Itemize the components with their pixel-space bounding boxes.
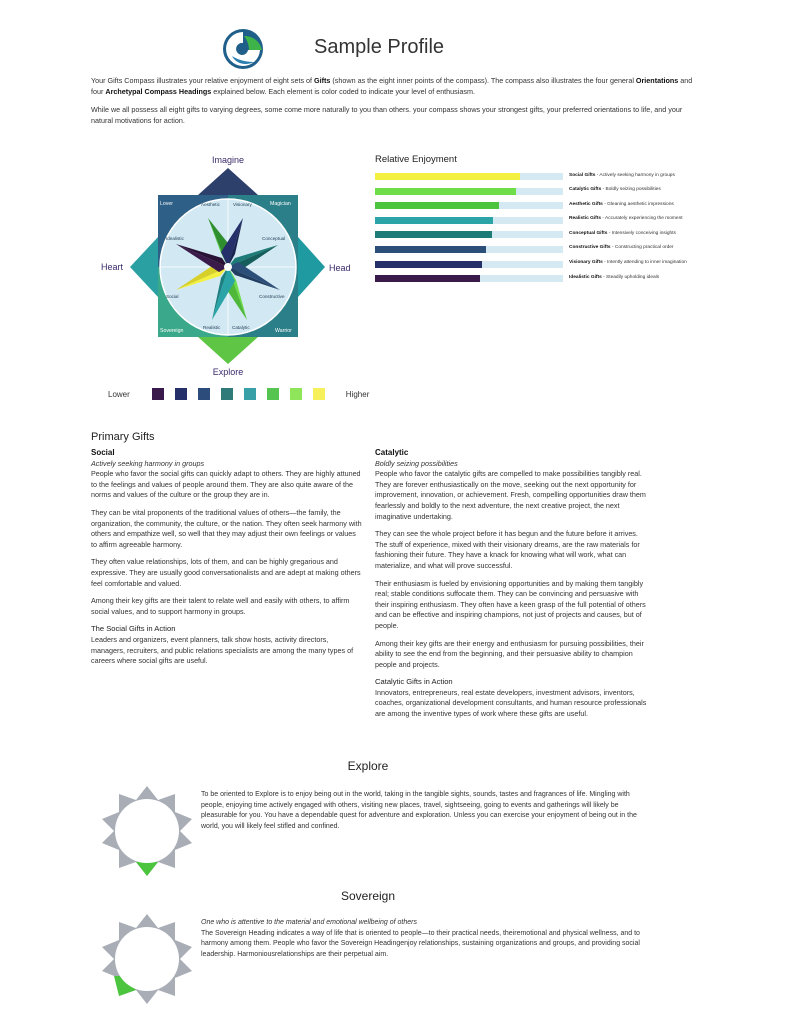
heading-label-warrior: Warrior [275, 328, 292, 334]
catalytic-paragraph-4: Among their key gifts are their energy and enthusiasm for pursuing possibilities, their ability to see the end from the beginning, and their persuasive ability to champion people and projects. [375, 638, 644, 669]
enjoyment-bar-label: Constructive Gifts - Constructing practical order [569, 245, 674, 251]
social-paragraph-3: They often value relationships, lots of them, and can be highly gregarious and expressive. They are usually good conversationalists and are adept at making others feel comfortable and valued. [91, 557, 361, 588]
enjoyment-bar-label: Realistic Gifts - Accurately experiencing the moment [569, 216, 683, 222]
legend-swatch [313, 388, 325, 400]
enjoyment-row [375, 244, 715, 259]
enjoyment-bar-track [375, 246, 563, 253]
sovereign-badge-icon [102, 914, 192, 1004]
orientation-label-head: Head [329, 263, 351, 273]
catalytic-paragraph-1: People who favor the catalytic gifts are compelled to make possibilities tangibly real. They are forever enthusiastically on the move, seeking out the next opportunity for improvement, innovation, or achievement. Fresh, compelling opportunities draw them fearlessly and boldly to the next adventure, the next creative project, the next imaginative undertaking. [375, 469, 646, 521]
gift-label-aesthetic: Aesthetic [201, 202, 220, 207]
sovereign-text [201, 918, 649, 960]
gift-label-realistic: Realistic [203, 325, 221, 330]
catalytic-gift-subtitle: Boldly seizing possibilities [375, 458, 458, 468]
enjoyment-bar-label: Aesthetic Gifts - Gleaning aesthetic impressions [569, 201, 674, 207]
legend-higher-label: Higher [345, 389, 370, 399]
enjoyment-row [375, 200, 715, 215]
enthusiasm-legend [108, 387, 377, 401]
catalytic-gift-title: Catalytic [375, 448, 409, 457]
sovereign-section-title: Sovereign [340, 889, 396, 903]
enjoyment-bar-track [375, 261, 563, 268]
social-paragraph-4: Among their key gifts are their talent to relate well and easily with others, to affirm social values, and to support harmony in groups. [91, 596, 350, 616]
social-gift-column [91, 448, 363, 674]
compass-center-dot [224, 263, 232, 271]
orientation-label-imagine: Imagine [211, 155, 245, 165]
social-gift-title: Social [91, 448, 115, 457]
enjoyment-bar-fill [375, 188, 516, 195]
sovereign-subtitle: One who is attentive to the material and emotional wellbeing of others [201, 919, 417, 926]
enjoyment-bar-fill [375, 261, 482, 268]
heading-label-lover: Lover [160, 201, 173, 207]
social-action-title: The Social Gifts in Action [91, 624, 176, 634]
legend-lower-label: Lower [108, 389, 130, 399]
legend-swatch [198, 388, 210, 400]
legend-swatch [221, 388, 233, 400]
enjoyment-bar-label: Visionary Gifts - Intently attending to inner imagination [569, 260, 687, 266]
gift-label-conceptual: Conceptual [262, 236, 286, 241]
explore-triangle [198, 337, 258, 364]
enjoyment-bar-fill [375, 231, 492, 238]
enjoyment-row [375, 259, 715, 274]
enjoyment-bar-track [375, 202, 563, 209]
heading-label-sovereign: Sovereign [160, 328, 184, 334]
enjoyment-row [375, 273, 715, 288]
page-title: Sample Profile [314, 36, 445, 58]
catalytic-paragraph-3: Their enthusiasm is fueled by envisioning opportunities and by making them tangibly real; stable conditions suffocate them. They can be convincing and persuasive with their inspiring enthusiasm. They often have a keen grasp of the full potential of others and can be effective and inspiring champions, not just of projects and causes, but of people. [375, 578, 646, 630]
enjoyment-bar-label: Conceptual Gifts - Intensively conceiving insights [569, 230, 676, 236]
enjoyment-bar-fill [375, 202, 499, 209]
legend-swatch [175, 388, 187, 400]
catalytic-action-title: Catalytic Gifts in Action [375, 677, 453, 687]
intro-paragraph-1: Your Gifts Compass illustrates your relative enjoyment of eight sets of Gifts (shown as the eight inner points of the compass). The compass also illustrates the four general Orientations and four Archetypal Compass Headings explained below. Each element is color coded to indicate your level of enthusiasm. [91, 76, 693, 96]
orientation-label-heart: Heart [101, 262, 124, 272]
enjoyment-bar-label: Catalytic Gifts - Boldly seizing possibilities [569, 187, 661, 193]
enjoyment-bar-fill [375, 275, 480, 282]
explore-section-title: Explore [347, 759, 389, 773]
enjoyment-bar-fill [375, 246, 486, 253]
enjoyment-bar-fill [375, 173, 520, 180]
social-gift-subtitle: Actively seeking harmony in groups [91, 458, 205, 468]
legend-swatch [244, 388, 256, 400]
enjoyment-bar-label: Social Gifts - Actively seeking harmony in groups [569, 172, 675, 178]
explore-badge-icon [102, 786, 192, 876]
catalytic-paragraph-2: They can see the whole project before it has begun and the future before it arrives. The stuff of experience, mixed with their visionary dreams, are the raw materials for fashioning their future. They have a knack for knowing what will work, what can materialize, and what will prove successful. [375, 529, 640, 570]
explore-paragraph: To be oriented to Explore is to enjoy being out in the world, taking in the tangible sights, sounds, tastes and fragrances of life. Mingling with people, enjoying time actively engaged with others, visiting new places, travel, sightseeing, going to events and gatherings will likely be pleasurable for you. You have a dependable quest for adventure and exploration. Unless you can exercise your enjoyment of being out in the world, you will likely feel stifled and confined. [201, 791, 637, 830]
enjoyment-row [375, 186, 715, 201]
social-paragraph-2: They can be vital proponents of the traditional values of others—the family, the organization, the community, the culture, or the nation. They often seek harmony with others and empathize well, so well that they may adjust their own feelings or values to affirm agreeable harmony. [91, 507, 362, 549]
enjoyment-bar-track [375, 188, 563, 195]
enjoyment-row [375, 215, 715, 230]
enjoyment-bar-label: Idealistic Gifts - Steadily upholding ideals [569, 274, 660, 280]
gifts-compass [90, 148, 360, 413]
social-action-text: Leaders and organizers, event planners, talk show hosts, activity directors, managers, recruiters, and public relations specialists are among the many types of careers where social gifts are useful. [91, 634, 354, 666]
relative-enjoyment-chart [375, 154, 715, 288]
imagine-triangle [198, 168, 258, 195]
legend-swatch [152, 388, 164, 400]
catalytic-gift-column [375, 448, 647, 727]
intro-paragraph-2: While we all possess all eight gifts to varying degrees, some come more naturally to you than others. your compass shows your strongest gifts, your preferred orientations to life, and your natural motivations for action. [91, 105, 683, 125]
enjoyment-bar-fill [375, 217, 493, 224]
gift-label-visionary: Visionary [233, 202, 252, 207]
enjoyment-bar-track [375, 173, 563, 180]
primary-gifts-title: Primary Gifts [91, 431, 155, 443]
gift-label-constructive: Constructive [259, 294, 285, 299]
orientation-label-explore: Explore [212, 367, 244, 377]
heart-triangle [130, 237, 158, 297]
heading-label-magician: Magician [270, 201, 291, 207]
sovereign-paragraph: The Sovereign Heading indicates a way of life that is oriented to people—to their practical needs, theiremotional and physical wellness, and to harmony among them. People who favor the Sovereign Headingenjoy relationships, sustaining organizations and groups, and providing social leadership. Harmoniousrelationships are their perpetual aim. [201, 929, 640, 958]
catalytic-action-text: Innovators, entrepreneurs, real estate developers, investment advisors, inventors, coaches, organizational development consultants, and human resource professionals are among the inventive types of work where these gifts are useful. [375, 687, 647, 719]
enjoyment-bar-track [375, 275, 563, 282]
enjoyment-row [375, 171, 715, 186]
gift-label-idealistic: Idealistic [166, 236, 184, 241]
gift-label-social: Social [166, 294, 179, 299]
relative-enjoyment-title: Relative Enjoyment [375, 154, 457, 165]
enjoyment-bar-track [375, 231, 563, 238]
enjoyment-bar-track [375, 217, 563, 224]
legend-swatch [290, 388, 302, 400]
head-triangle [298, 237, 325, 297]
enjoyment-row [375, 229, 715, 244]
explore-text [201, 790, 649, 832]
brand-logo-icon [222, 28, 264, 70]
social-paragraph-1: People who favor the social gifts can quickly adapt to others. They are highly attuned to the feelings and values of people around them. They are also quite aware of the norms and values of the culture or the group they are in. [91, 469, 361, 500]
gift-label-catalytic: Catalytic [232, 325, 250, 330]
legend-swatch [267, 388, 279, 400]
